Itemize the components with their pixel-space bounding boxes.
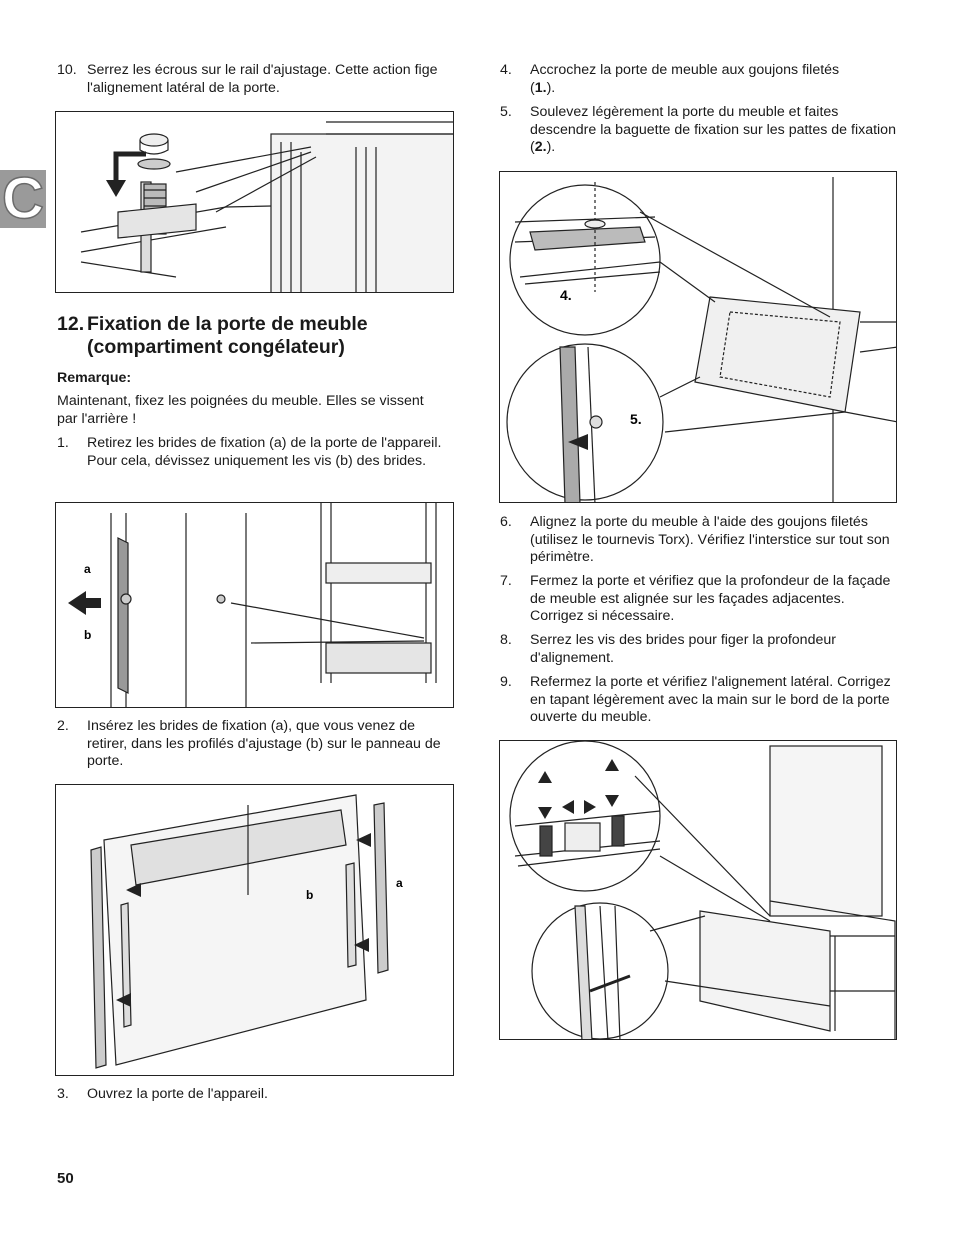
step-ref: 2.: [534, 139, 547, 155]
step-number: 2.: [57, 718, 69, 734]
step-number: 5.: [500, 104, 512, 120]
figure-hang-door: [499, 171, 897, 503]
step-2: [57, 718, 457, 771]
nut-adjustment-illustration: [56, 112, 454, 293]
label-step-4: 4.: [560, 287, 572, 303]
step-text: Alignez la porte du meuble à l'aide des goujons filetés (utilisez le tournevis Torx). Vérifiez l'interstice sur tout son périmètre.: [530, 514, 890, 565]
heading-number: 12.: [57, 313, 85, 335]
note-text: Maintenant, fixez les poignées du meuble. Elles se vissent par l'arrière !: [57, 393, 424, 427]
label-b: b: [306, 888, 314, 902]
step-3: [57, 1086, 457, 1104]
step-4: [500, 62, 900, 97]
step-number: 3.: [57, 1086, 69, 1102]
page-number: 50: [57, 1170, 74, 1187]
hang-door-illustration: [500, 172, 897, 503]
step-text: Serrez les vis des brides pour figer la profondeur d'alignement.: [530, 632, 836, 666]
step-text: Ouvrez la porte de l'appareil.: [87, 1086, 268, 1102]
step-10: [57, 62, 457, 97]
step-8: [500, 632, 900, 667]
step-text-part: ).: [546, 139, 556, 155]
step-1: [57, 435, 457, 470]
step-text: [530, 62, 850, 97]
align-door-illustration: [500, 741, 897, 1040]
section-tab: [0, 166, 46, 231]
step-text: Retirez les brides de fixation (a) de la porte de l'appareil. Pour cela, dévissez uniquement les vis (b) des brides.: [87, 435, 442, 469]
step-number: 4.: [500, 62, 512, 78]
figure-align-door: [499, 740, 897, 1040]
label-step-5: 5.: [630, 411, 642, 427]
step-9: [500, 674, 900, 727]
label-a: a: [84, 562, 91, 576]
figure-nut-adjustment: [55, 111, 454, 293]
figure-remove-brackets: [55, 502, 454, 708]
note-label: Remarque:: [57, 370, 132, 386]
section-tab-letter: C: [2, 166, 44, 231]
heading-title: Fixation de la porte de meuble (compartiment congélateur): [87, 313, 368, 358]
step-number: 6.: [500, 514, 512, 530]
step-6: [500, 514, 900, 567]
step-text-part: Accrochez la porte de meuble aux goujons filetés (: [530, 62, 840, 96]
step-text: [530, 104, 900, 157]
label-b: b: [84, 628, 92, 642]
remove-brackets-illustration: [56, 503, 454, 708]
section-heading: [57, 313, 457, 359]
step-text: Insérez les brides de fixation (a), que vous venez de retirer, dans les profilés d'ajustage (b) sur le panneau de porte.: [87, 718, 441, 769]
step-7: [500, 573, 900, 626]
step-number: 10.: [57, 62, 77, 78]
step-text-part: ).: [546, 79, 556, 96]
label-a: a: [396, 876, 403, 890]
step-number: 7.: [500, 573, 512, 589]
step-number: 1.: [57, 435, 69, 451]
step-text: Serrez les écrous sur le rail d'ajustage. Cette action fige l'alignement latéral de la porte.: [87, 62, 438, 96]
figure-insert-brackets: [55, 784, 454, 1076]
step-ref: 1.: [534, 79, 547, 96]
step-5: [500, 104, 900, 157]
step-text: Fermez la porte et vérifiez que la profondeur de la façade de meuble est alignée sur les façades adjacentes. Corrigez si nécessaire.: [530, 573, 891, 624]
insert-brackets-illustration: [56, 785, 454, 1076]
step-text: Refermez la porte et vérifiez l'alignement latéral. Corrigez en tapant légèrement avec la main sur le bord de la porte ouverte du meuble.: [530, 674, 891, 725]
step-number: 9.: [500, 674, 512, 690]
step-text-part: Soulevez légèrement la porte du meuble et faites descendre la baguette de fixation sur les pattes de fixation (: [530, 104, 896, 155]
step-number: 8.: [500, 632, 512, 648]
